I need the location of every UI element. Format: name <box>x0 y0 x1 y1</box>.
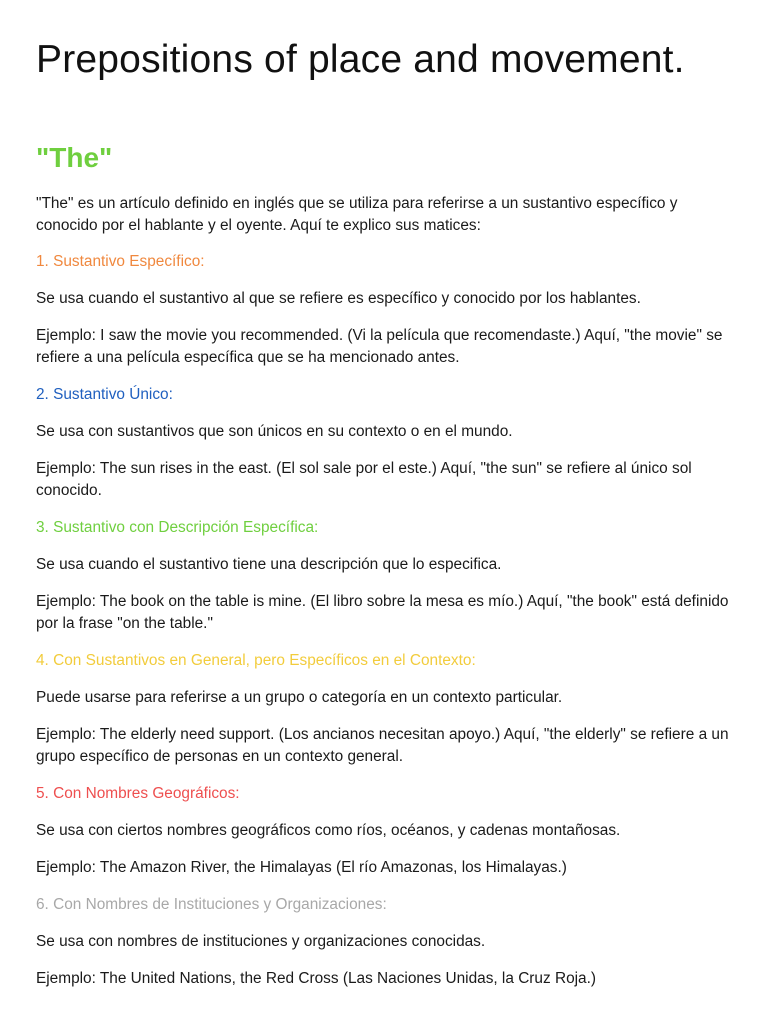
item-institutions <box>36 894 736 990</box>
section-heading: "The" <box>36 142 113 173</box>
item-geographic-names <box>36 783 736 879</box>
item-example: Ejemplo: The book on the table is mine. (El libro sobre la mesa es mío.) Aquí, "the book" está definido por la frase "on the table." <box>36 593 729 632</box>
item-heading: 1. Sustantivo Específico: <box>36 253 205 270</box>
item-general-in-context <box>36 650 736 768</box>
section-body <box>36 193 736 1005</box>
item-example: Ejemplo: The elderly need support. (Los ancianos necesitan apoyo.) Aquí, "the elderly" se refiere a un grupo específico de personas en un contexto general. <box>36 726 729 765</box>
item-heading: 2. Sustantivo Único: <box>36 386 173 403</box>
page-title: Prepositions of place and movement. <box>36 38 685 81</box>
item-example: Ejemplo: The sun rises in the east. (El sol sale por el este.) Aquí, "the sun" se refiere al único sol conocido. <box>36 460 692 499</box>
item-description: Se usa con nombres de instituciones y organizaciones conocidas. <box>36 933 486 950</box>
item-heading: 5. Con Nombres Geográficos: <box>36 785 240 802</box>
item-example: Ejemplo: The United Nations, the Red Cross (Las Naciones Unidas, la Cruz Roja.) <box>36 970 597 987</box>
item-description: Puede usarse para referirse a un grupo o categoría en un contexto particular. <box>36 689 563 706</box>
item-description: Se usa con sustantivos que son únicos en su contexto o en el mundo. <box>36 423 513 440</box>
item-description: Se usa con ciertos nombres geográficos como ríos, océanos, y cadenas montañosas. <box>36 822 621 839</box>
item-description: Se usa cuando el sustantivo tiene una descripción que lo especifica. <box>36 556 502 573</box>
item-unique-noun <box>36 384 736 502</box>
item-heading: 3. Sustantivo con Descripción Específica: <box>36 519 319 536</box>
item-heading: 6. Con Nombres de Instituciones y Organizaciones: <box>36 896 387 913</box>
section-intro: "The" es un artículo definido en inglés que se utiliza para referirse a un sustantivo específico y conocido por el hablante y el oyente. Aquí te explico sus matices: <box>36 195 678 234</box>
item-heading: 4. Con Sustantivos en General, pero Específicos en el Contexto: <box>36 652 476 669</box>
item-example: Ejemplo: The Amazon River, the Himalayas (El río Amazonas, los Himalayas.) <box>36 859 567 876</box>
item-description: Se usa cuando el sustantivo al que se refiere es específico y conocido por los hablantes. <box>36 290 641 307</box>
item-specific-description <box>36 517 736 635</box>
item-specific-noun <box>36 251 736 369</box>
item-example: Ejemplo: I saw the movie you recommended. (Vi la película que recomendaste.) Aquí, "the movie" se refiere a una película específica que se ha mencionado antes. <box>36 327 723 366</box>
